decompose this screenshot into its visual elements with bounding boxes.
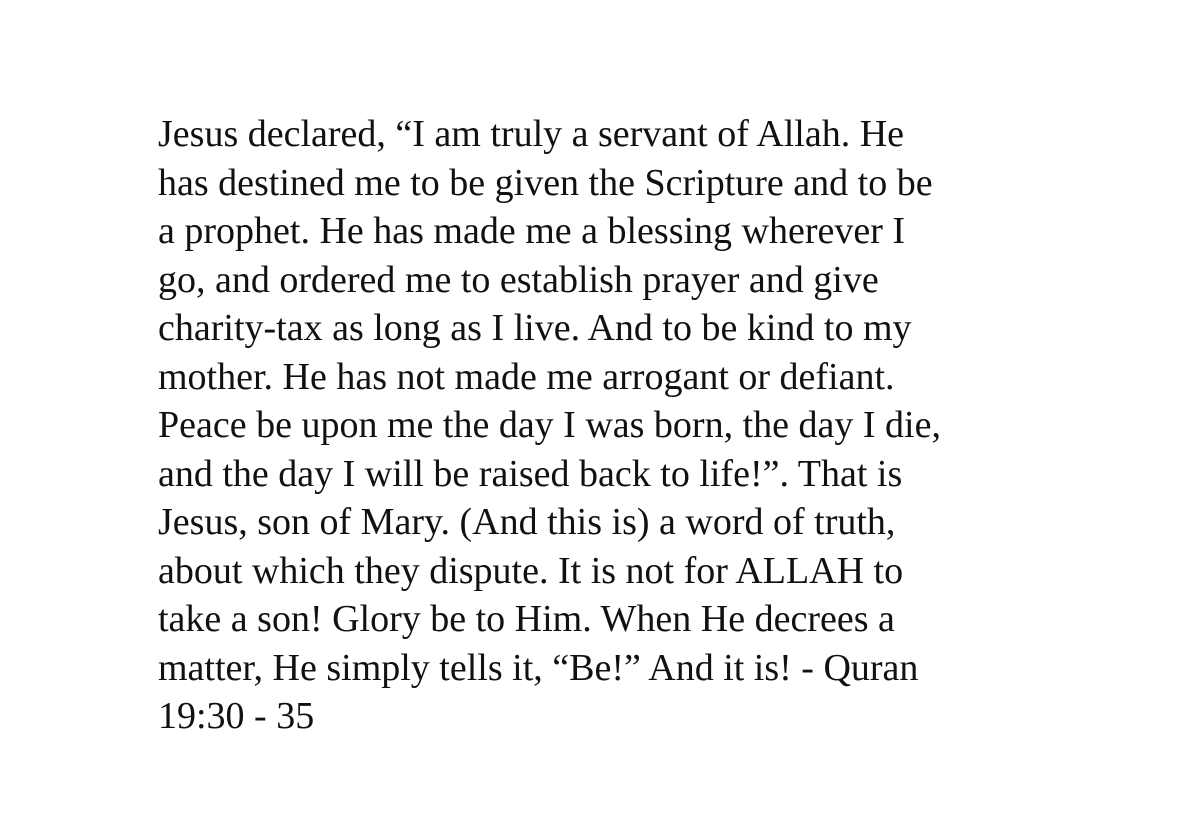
quote-line: and the day I will be raised back to life!”. That is <box>158 452 903 495</box>
quote-text-block <box>158 110 1058 741</box>
quote-line: matter, He simply tells it, “Be!” And it is! - Quran <box>158 646 919 689</box>
quote-line: take a son! Glory be to Him. When He decrees a <box>158 598 895 640</box>
quote-line: Jesus, son of Mary. (And this is) a word of truth, <box>158 501 896 543</box>
quote-line: about which they dispute. It is not for ALLAH to <box>158 549 904 592</box>
quote-citation-line: 19:30 - 35 <box>158 695 315 737</box>
quote-line: has destined me to be given the Scripture and to be <box>158 161 933 204</box>
quote-line: a prophet. He has made me a blessing wherever I <box>158 210 906 252</box>
quote-line: mother. He has not made me arrogant or defiant. <box>158 355 895 398</box>
quote-line: charity-tax as long as I live. And to be kind to my <box>158 307 912 349</box>
quote-line: Jesus declared, “I am truly a servant of Allah. He <box>158 113 905 155</box>
quote-line: go, and ordered me to establish prayer and give <box>158 258 879 301</box>
quote-line: Peace be upon me the day I was born, the day I die, <box>158 404 941 446</box>
